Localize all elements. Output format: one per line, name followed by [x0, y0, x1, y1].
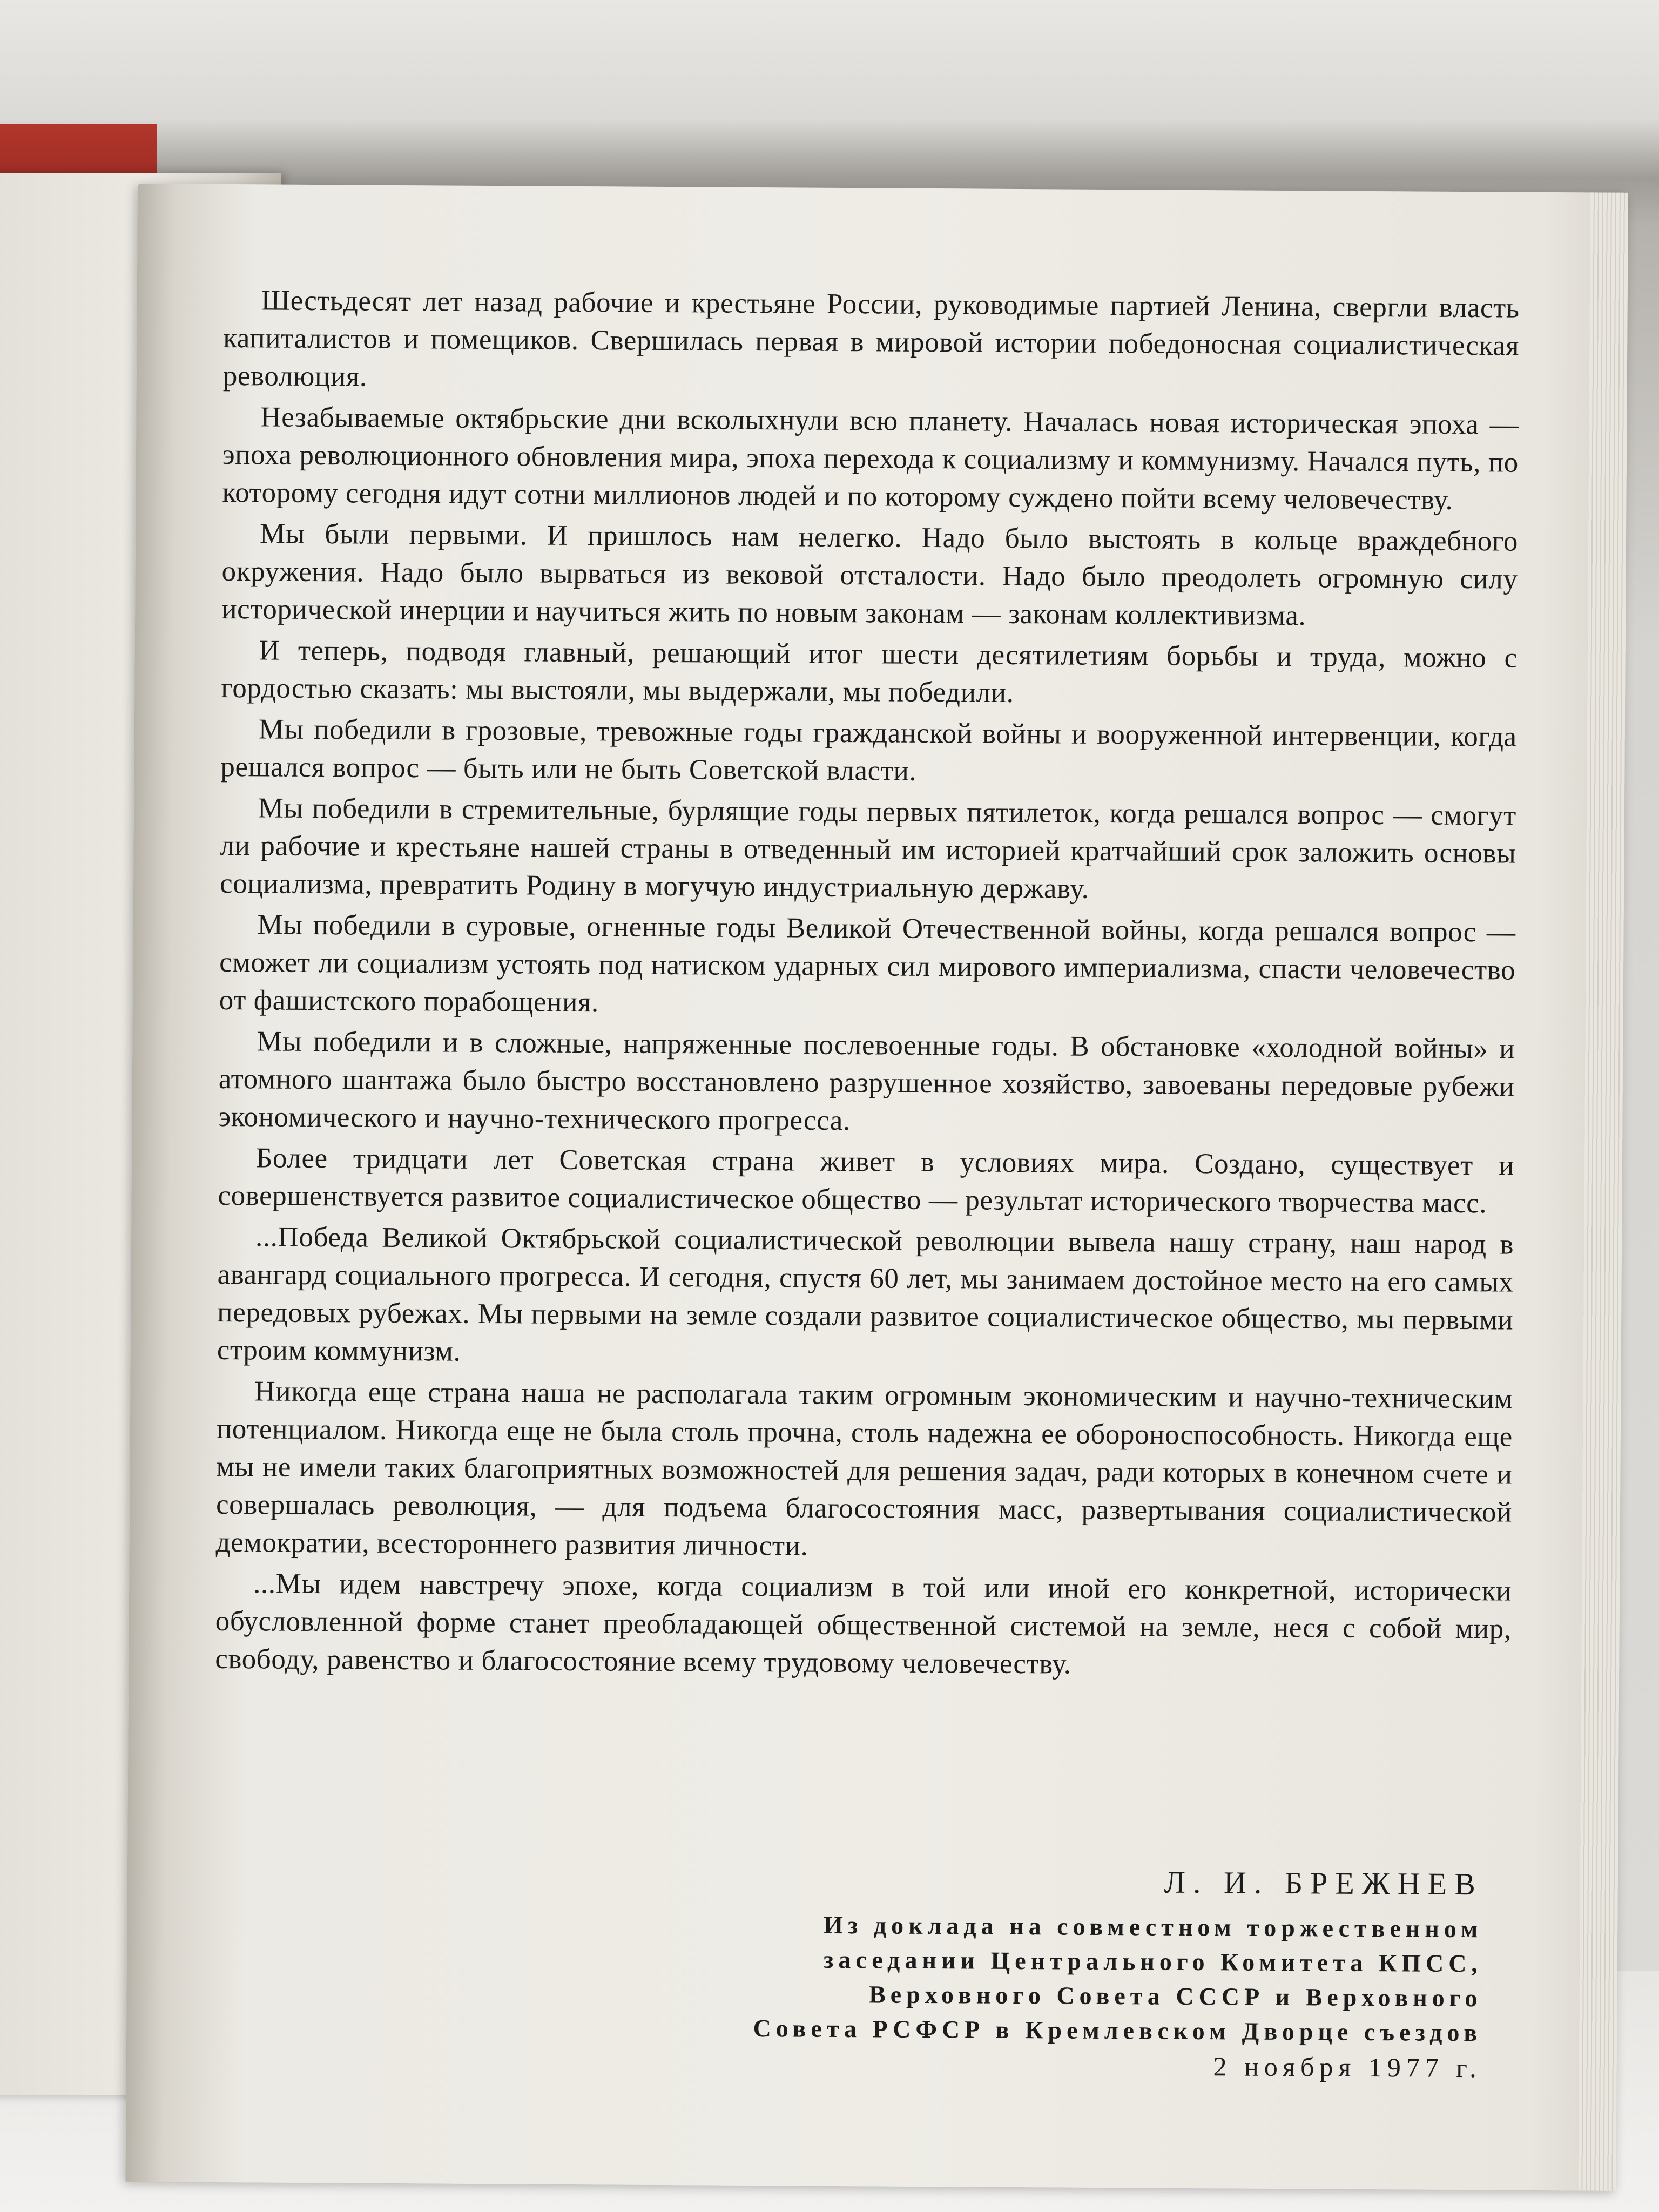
- signature-block: [564, 1860, 1483, 2083]
- source-line: заседании Центрального Комитета КПСС,: [823, 1945, 1483, 1978]
- source-line: Верховного Совета СССР и Верховного: [868, 1980, 1482, 2012]
- source-line: Совета РСФСР в Кремлевском Дворце съездов: [753, 2014, 1482, 2047]
- paragraph: Мы победили в суровые, огненные годы Великой Отечественной войны, когда решался вопрос — сможет ли социализм устоять под натиском ударных сил мирового империализма, спасти человечество от фашистского порабощения.: [219, 909, 1516, 1019]
- paragraph: Никогда еще страна наша не располагала таким огромным экономическим и научно-техническим потенциалом. Никогда еще не была столь прочна, столь надежна ее обороноспособность. Никогда еще мы не имели таких благоприятных возможностей для решения задач, ради которых в конечном счете и совершалась революция, — для подъема благосостояния масс, развертывания социалистической демократии, всестороннего развития личности.: [215, 1375, 1513, 1562]
- main-text: [215, 281, 1520, 1689]
- speech-date: 2 ноября 1977 г.: [1213, 2051, 1482, 2083]
- paragraph: Мы победили в грозовые, тревожные годы гражданской войны и вооруженной интервенции, когда решался вопрос — быть или не быть Советской власти.: [220, 713, 1517, 787]
- paragraph: Мы победили в стремительные, бурлящие годы первых пятилеток, когда решался вопрос — смогут ли рабочие и крестьяне нашей страны в отведенный им историей кратчайший срок заложить основы социализма, превратить Родину в могучую индустриальную державу.: [219, 792, 1517, 905]
- author-name: Л. И. БРЕЖНЕВ: [1164, 1864, 1483, 1902]
- paragraph: Незабываемые октябрьские дни всколыхнули всю планету. Началась новая историческая эпоха — эпоха революционного обновления мира, эпоха перехода к социализму и коммунизму. Начался путь, по которому сегодня идут сотни миллионов людей и по которому суждено пойти всему человечеству.: [222, 401, 1519, 516]
- paragraph: ...Победа Великой Октябрьской социалистической революции вывела нашу страну, наш народ в авангард социального прогресса. И сегодня, спустя 60 лет, мы занимаем достойное место на его самых передовых рубежах. Мы первыми на земле создали развитое социалистическое общество, мы первыми строим коммунизм.: [217, 1221, 1514, 1367]
- source-line: Из доклада на совместном торжественном: [823, 1911, 1483, 1943]
- paragraph: Более тридцати лет Советская страна живет в условиях мира. Создано, существует и совершенствуется развитое социалистическое общество — результат исторического творчества масс.: [218, 1142, 1515, 1219]
- paragraph: И теперь, подводя главный, решающий итог шести десятилетиям борьбы и труда, можно с гордостью сказать: мы выстояли, мы выдержали, мы победили.: [221, 635, 1518, 709]
- book-page: [125, 184, 1628, 2191]
- paragraph: Шестьдесят лет назад рабочие и крестьяне России, руководимые партией Ленина, свергли власть капиталистов и помещиков. Свершилась первая в мировой истории победоносная социалистическая революция.: [222, 285, 1520, 393]
- paragraph: Мы были первыми. И пришлось нам нелегко. Надо было выстоять в кольце враждебного окружения. Надо было вырваться из вековой отсталости. Надо было преодолеть огромную силу исторической инерции и научиться жить по новым законам — законам коллективизма.: [221, 518, 1519, 632]
- paragraph: ...Мы идем навстречу эпохе, когда социализм в той или иной его конкретной, исторически обусловленной форме станет преобладающей общественной системой на земле, неся с собой мир, свободу, равенство и благосостояние всему трудовому человечеству.: [215, 1568, 1512, 1680]
- paragraph: Мы победили и в сложные, напряженные послевоенные годы. В обстановке «холодной войны» и атомного шантажа было быстро восстановлено разрушенное хозяйство, завоеваны передовые рубежи экономического и научно-технического прогресса.: [218, 1026, 1515, 1137]
